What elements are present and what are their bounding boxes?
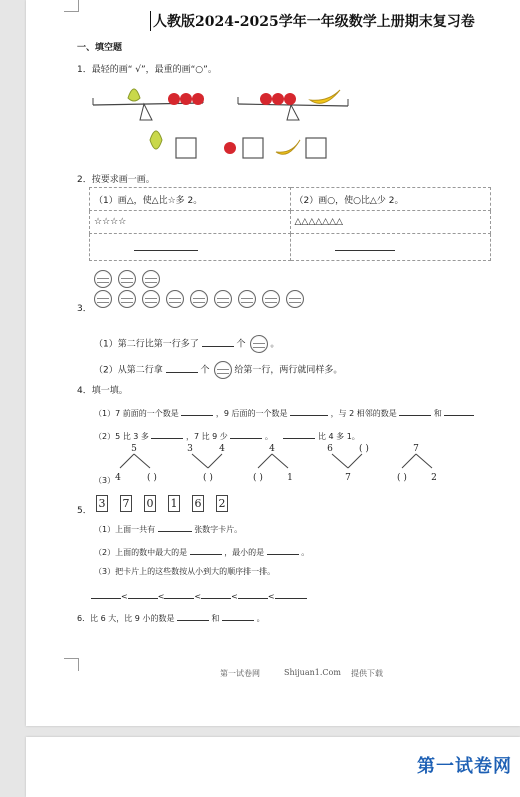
tree-1-right: ( ) [147, 473, 157, 483]
balance-scales-figure [88, 80, 358, 170]
apple-icon [168, 93, 180, 105]
answer-blank[interactable] [151, 428, 183, 439]
answer-box [176, 138, 196, 158]
banana-icon [310, 90, 340, 103]
text: （2）5 比 3 多 [94, 432, 149, 441]
tree-4-top-left: 6 [327, 444, 333, 454]
number-card: 6 [192, 495, 204, 512]
number-bond-trees [112, 440, 452, 488]
table-cell[interactable] [290, 234, 491, 261]
text: ，9 后面的一个数是 [215, 409, 288, 418]
volleyball-icon [286, 290, 304, 308]
text: 和 [433, 409, 442, 418]
volleyball-icon [214, 361, 232, 379]
answer-blank[interactable] [444, 405, 474, 416]
tree-5-top: 7 [413, 444, 419, 454]
banana-icon [276, 140, 300, 154]
text: 个 [200, 365, 210, 376]
text: 。 [256, 614, 265, 623]
question-5-part-3: （3）把卡片上的这些数按从小到大的顺序排一排。 [94, 567, 276, 576]
question-2-table [89, 187, 491, 261]
section-heading: 一、填空题 [77, 43, 123, 53]
less-than-sign: < [121, 592, 128, 601]
footer-mid: Shijuan1.Com [284, 668, 341, 677]
volleyball-icon [94, 270, 112, 288]
answer-blank[interactable] [399, 405, 431, 416]
question-5-part-2 [94, 544, 309, 558]
answer-blank[interactable] [91, 588, 121, 599]
number-card: 7 [120, 495, 132, 512]
answer-blank[interactable] [164, 588, 194, 599]
text: 给第一行，两行就同样多。 [234, 365, 343, 376]
question-4-text: 4．填一填。 [77, 386, 128, 396]
text: 和 [211, 614, 220, 623]
text: （1）第二行比第一行多了 [94, 339, 199, 350]
tree-1-left: 4 [115, 473, 121, 483]
table-cell: ☆☆☆☆ [90, 211, 291, 234]
text: （1）7 前面的一个数是 [94, 409, 179, 418]
balance-scale-right [238, 90, 348, 120]
question-3-part-2 [94, 361, 342, 379]
answer-blank[interactable] [238, 588, 268, 599]
answer-blank[interactable] [275, 588, 307, 599]
question-4-part-3-label: （3） [94, 476, 116, 485]
volleyball-icon [250, 335, 268, 353]
apple-icon [224, 142, 236, 154]
answer-blank[interactable] [158, 521, 192, 532]
number-card: 0 [144, 495, 156, 512]
answer-blank[interactable] [202, 336, 234, 347]
answer-box [243, 138, 263, 158]
text: 张数字卡片。 [194, 525, 243, 534]
pear-icon [128, 89, 140, 101]
volleyball-icon [166, 290, 184, 308]
answer-box [306, 138, 326, 158]
tree-3-right: 1 [287, 473, 293, 483]
answer-blank[interactable] [190, 544, 222, 555]
text: （1）上面一共有 [94, 525, 156, 534]
tree-1-top: 5 [131, 444, 137, 454]
question-2-text: 2．按要求画一画。 [77, 175, 155, 185]
answer-blank[interactable] [222, 610, 254, 621]
text: （2）上面的数中最大的是 [94, 548, 188, 557]
number-cards [96, 492, 240, 512]
volleyball-icon [118, 290, 136, 308]
tree-2-bottom: ( ) [203, 473, 213, 483]
document-page [26, 0, 520, 726]
text: 。 [301, 548, 310, 557]
footer-right: 提供下载 [351, 669, 383, 678]
volleyball-icon [142, 290, 160, 308]
tree-3-top: 4 [269, 444, 275, 454]
text: 比 4 多 1。 [318, 432, 360, 441]
table-cell: （2）画○，使○比△少 2。 [290, 188, 491, 211]
answer-blank[interactable] [267, 544, 299, 555]
answer-blank[interactable] [201, 588, 231, 599]
answer-blank[interactable] [230, 428, 262, 439]
apple-icon [272, 93, 284, 105]
less-than-sign: < [231, 592, 238, 601]
text: 。 [264, 432, 273, 441]
table-cell: △△△△△△△ [290, 211, 491, 234]
ordering-blanks [91, 588, 307, 601]
balance-scale-left [93, 89, 204, 120]
question-3-text: 3． [77, 304, 92, 314]
brand-watermark: 第一试卷网 [417, 756, 512, 777]
volleyball-icon [190, 290, 208, 308]
answer-blank[interactable] [128, 588, 158, 599]
apple-icon [180, 93, 192, 105]
volleyball-row-1 [94, 270, 166, 292]
page-title: 人教版2024-2025学年一年级数学上册期末复习卷 [150, 11, 475, 31]
tree-5-left: ( ) [397, 473, 407, 483]
tree-2-top-left: 3 [187, 444, 193, 454]
text: ，7 比 9 少 [186, 432, 228, 441]
question-3-part-1 [94, 335, 279, 353]
answer-blank[interactable] [290, 405, 328, 416]
question-5-part-1 [94, 521, 242, 535]
text: 6．比 6 大，比 9 小的数是 [77, 614, 175, 623]
answer-blank[interactable] [283, 428, 315, 439]
answer-blank[interactable] [177, 610, 209, 621]
answer-blank[interactable] [181, 405, 213, 416]
less-than-sign: < [267, 592, 275, 601]
volleyball-icon [214, 290, 232, 308]
volleyball-icon [118, 270, 136, 288]
tree-5-right: 2 [431, 473, 437, 483]
crop-mark [64, 0, 79, 12]
volleyball-icon [94, 290, 112, 308]
crop-mark [64, 658, 79, 671]
volleyball-icon [142, 270, 160, 288]
number-card: 3 [96, 495, 108, 512]
table-cell: （1）画△，使△比☆多 2。 [90, 188, 291, 211]
answer-blank[interactable] [166, 362, 198, 373]
footer-left: 第一试卷网 [220, 669, 260, 678]
less-than-sign: < [194, 592, 202, 601]
question-5-text: 5． [77, 506, 92, 516]
text: （2）从第二行拿 [94, 365, 163, 376]
number-card: 1 [168, 495, 180, 512]
question-4-part-1 [94, 405, 474, 419]
pear-icon [150, 131, 162, 149]
apple-icon [260, 93, 272, 105]
tree-4-top-right: ( ) [359, 444, 369, 454]
tree-3-left: ( ) [253, 473, 263, 483]
apple-icon [192, 93, 204, 105]
volleyball-icon [238, 290, 256, 308]
text: ，最小的是 [224, 548, 265, 557]
question-6 [77, 610, 265, 624]
volleyball-icon [262, 290, 280, 308]
volleyball-row-2 [94, 290, 310, 312]
text: 个 [236, 339, 246, 350]
tree-4-bottom: 7 [345, 473, 351, 483]
table-cell[interactable] [90, 234, 291, 261]
tree-2-top-right: 4 [219, 444, 225, 454]
apple-icon [284, 93, 296, 105]
text: ，与 2 相邻的数是 [330, 409, 397, 418]
less-than-sign: < [157, 592, 165, 601]
question-1-text: 1．最轻的画“ √”，最重的画“○”。 [77, 65, 217, 75]
number-card: 2 [216, 495, 228, 512]
text: 。 [270, 339, 280, 350]
